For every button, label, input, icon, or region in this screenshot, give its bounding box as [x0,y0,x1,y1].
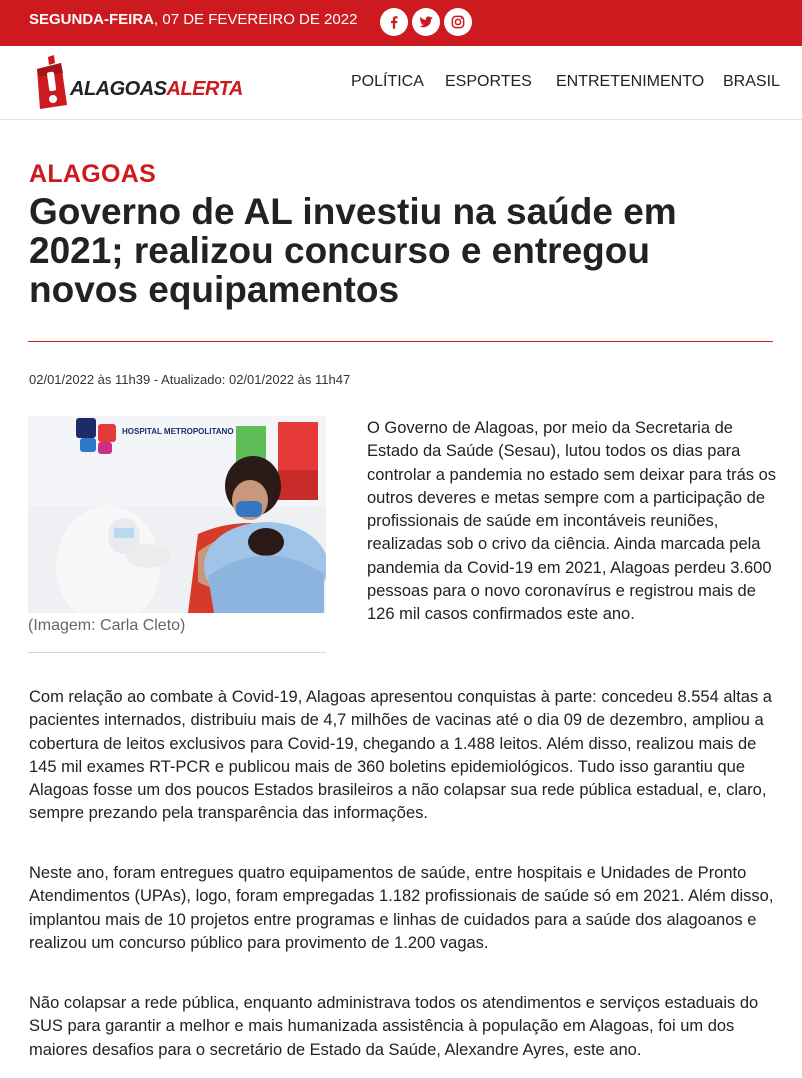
logo-text: ALAGOASALERTA [70,77,243,100]
weekday: SEGUNDA-FEIRA [29,11,155,28]
date-text: , 07 DE FEVEREIRO DE 2022 [154,11,358,28]
hospital-sign: HOSPITAL METROPOLITANO [122,427,234,436]
nav-brasil[interactable]: BRASIL [723,73,780,90]
site-header [0,46,802,120]
image-caption: (Imagem: Carla Cleto) [28,617,186,634]
nav-politica[interactable]: POLÍTICA [351,73,424,90]
alert-logo-icon [28,55,74,111]
instagram-icon[interactable] [444,8,472,36]
article-paragraph: Com relação ao combate à Covid-19, Alagoas apresentou conquistas à parte: concedeu 8.554 altas a pacientes internados, distribuiu mais de 4,7 milhões de vacinas até o dia 09 de dezembro, ampliou a cobertura de leitos exclusivos para Covid-19, chegando a 1.488 leitos. Além disso, realizou mais de 145 mil exames RT-PCR e publicou mais de 360 boletins epidemiológicos. Tudo isso garantiu que Alagoas fosse um dos poucos Estados brasileiros a não colapsar sua rede pública estadual, e, claro, sempre prezando pela transparência das informações. [29,688,772,823]
article-paragraph: Neste ano, foram entregues quatro equipamentos de saúde, entre hospitais e Unidades de Pronto Atendimentos (UPAs), logo, foram empregadas 1.182 profissionais de saúde só em 2021. Além disso, implantou mais de 10 projetos entre programas e linhas de cuidados para a saúde dos alagoanos e realizou um concurso público para provimento de 1.200 vagas. [29,864,774,952]
site-logo[interactable] [28,54,268,112]
article-title: Governo de AL investiu na saúde em 2021; realizou concurso e entregou novos equipamentos [29,191,677,310]
twitter-icon[interactable] [412,8,440,36]
article-image [28,416,326,613]
title-divider [28,341,773,342]
article-paragraph: Não colapsar a rede pública, enquanto administrava todos os atendimentos e serviços estaduais do SUS para garantir a melhor e mais humanizada assistência à população em Alagoas, foi um dos maiores desafios para o secretário de Estado da Saúde, Alexandre Ayres, este ano. [29,994,759,1059]
article-meta: 02/01/2022 às 11h39 - Atualizado: 02/01/2022 às 11h47 [29,372,351,387]
article-category[interactable]: ALAGOAS [29,160,157,188]
article-lead-paragraph: O Governo de Alagoas, por meio da Secretaria de Estado da Saúde (Sesau), lutou todos os dias para controlar a pandemia no estado sem deixar para trás os outros deveres e metas sempre com a participação de profissionais de saúde em incontáveis reuniões, realizadas sob o crivo da ciência. Ainda marcada pela pandemia da Covid-19 em 2021, Alagoas perdeu 3.600 pessoas para o novo coronavírus e registrou mais de 126 mil casos confirmados este ano. [367,419,777,624]
current-date [29,11,357,28]
top-bar [0,0,802,46]
nav-esportes[interactable]: ESPORTES [445,73,532,90]
caption-divider [28,652,326,653]
facebook-icon[interactable] [380,8,408,36]
nav-entretenimento[interactable]: ENTRETENIMENTO [556,73,705,90]
